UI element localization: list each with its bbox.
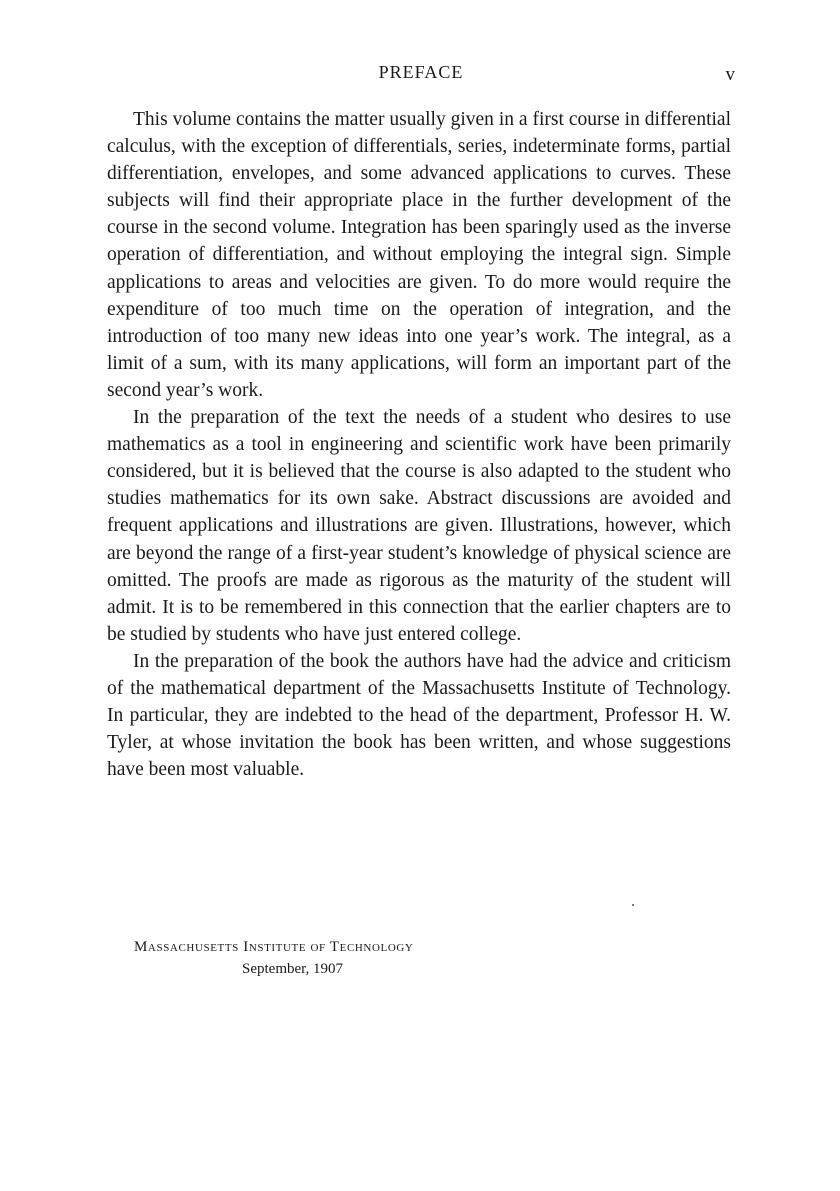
- paragraph-1: This volume contains the matter usually given in a first course in differential calculus, with the exception of differentials, series, indeterminate forms, partial differentiation, envelopes, and some advanced applications to curves. These subjects will find their appropriate place in the further development of the course in the second volume. Integration has been sparingly used as the inverse operation of differentiation, and without employing the integral sign. Simple applications to areas and velocities are given. To do more would require the expenditure of too much time on the operation of integration, and the introduction of too many new ideas into one year’s work. The integral, as a limit of a sum, with its many applications, will form an important part of the second year’s work.: [107, 109, 731, 401]
- signature-organization: Massachusetts Institute of Technology: [134, 939, 414, 955]
- paragraph-2: In the preparation of the text the needs of a student who desires to use mathematics as a tool in engineering and scientific work have been primarily considered, but it is believed that the course is also adapted to the student who studies mathematics for its own sake. Abstract discussions are avoided and frequent applications and illustrations are given. Illustrations, however, which are beyond the range of a first-year student’s knowledge of physical science are omitted. The proofs are made as rigorous as the maturity of the student will admit. It is to be remembered in this connection that the earlier chapters are to be studied by students who have just entered college.: [107, 407, 731, 645]
- page-number: v: [725, 64, 735, 85]
- paragraph-3: In the preparation of the book the authors have had the advice and criticism of the mathematical department of the Massachusetts Institute of Technology. In particular, they are indebted to the head of the department, Professor H. W. Tyler, at whose invitation the book has been written, and whose suggestions have been most valuable.: [107, 650, 731, 781]
- running-title: PREFACE: [378, 62, 464, 82]
- print-speck: [632, 904, 634, 906]
- signature-date: September, 1907: [242, 961, 344, 977]
- signature-block: [134, 936, 413, 980]
- running-head: [107, 62, 735, 86]
- preface-body: [107, 106, 731, 783]
